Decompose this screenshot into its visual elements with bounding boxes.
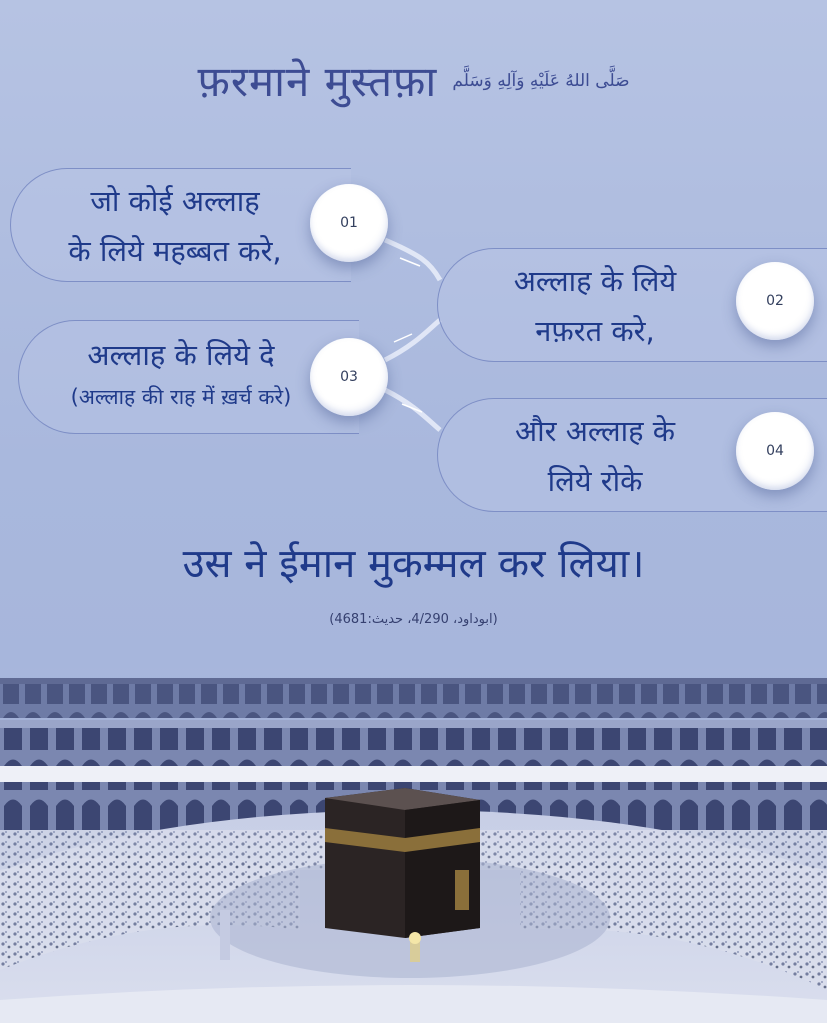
conclusion-text: उस ने ईमान मुकम्मल कर लिया।: [182, 541, 645, 587]
point-03-badge: 03: [310, 338, 388, 416]
title-text: फ़रमाने मुस्तफ़ा: [197, 57, 438, 106]
point-01-text: [30, 176, 320, 276]
point-02-line2: नफ़रत करे,: [535, 314, 655, 348]
point-01-badge: 01: [310, 184, 388, 262]
point-02-badge: 02: [736, 262, 814, 340]
salutation-calligraphy: صَلَّى اللهُ عَلَيْهِ وَآلِهِ وَسَلَّم: [452, 71, 630, 91]
point-02-text: [470, 256, 720, 356]
point-01-line1: जो कोई अल्लाह: [90, 184, 260, 218]
point-04-line1: और अल्लाह के: [514, 414, 676, 448]
hadith-reference: (ابوداود، 4/290، حدیث:4681): [329, 612, 498, 627]
point-01-line2: के लिये महब्बत करे,: [68, 234, 282, 268]
kaaba-illustration: [0, 670, 827, 1023]
point-02-line1: अल्लाह के लिये: [513, 264, 677, 298]
point-03-line1: अल्लाह के लिये दे: [87, 338, 275, 372]
point-03-line2: (अल्लाह की राह में ख़र्च करे): [70, 385, 292, 409]
point-03-text: [36, 330, 326, 414]
point-04-badge: 04: [736, 412, 814, 490]
point-04-line2: लिये रोके: [547, 464, 643, 498]
point-04-text: [470, 406, 720, 506]
